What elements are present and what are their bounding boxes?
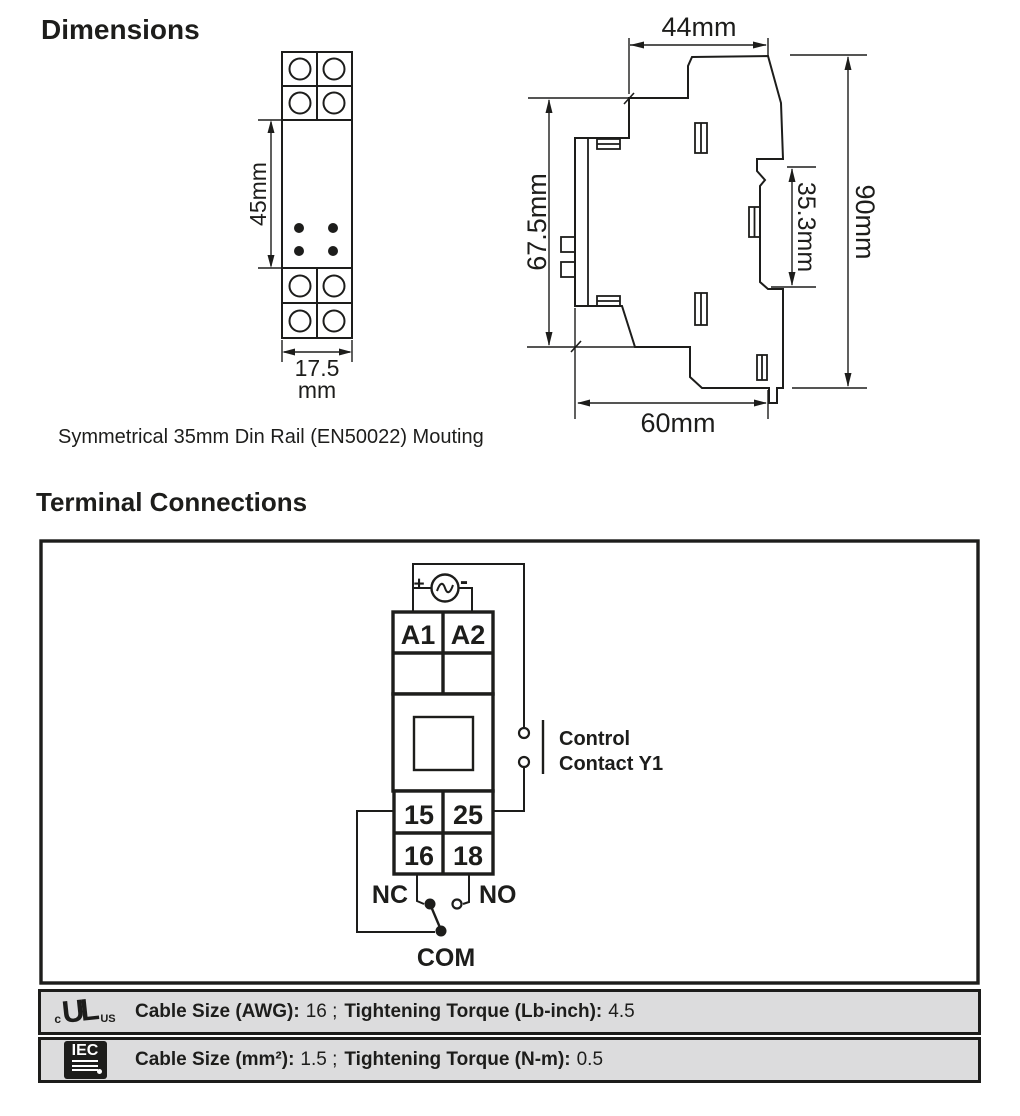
front-led-dots xyxy=(294,223,338,256)
iec-logo-icon: IEC xyxy=(64,1041,107,1079)
cul-us-logo xyxy=(41,991,129,1031)
no-label: NO xyxy=(479,881,517,909)
dimensions-heading: Dimensions xyxy=(41,14,200,45)
no-contact-node xyxy=(453,900,462,909)
relay-body xyxy=(393,694,493,791)
control-label-line2: Contact Y1 xyxy=(559,753,664,775)
com-node xyxy=(436,926,447,937)
nc-label: NC xyxy=(371,881,408,909)
terminal-screw xyxy=(290,311,311,332)
side-clip-lower xyxy=(561,262,575,277)
dim-90mm-label: 90mm xyxy=(850,184,880,260)
cable-size-mm2-label: Cable Size (mm²): xyxy=(135,1049,295,1070)
terminal-diagram-frame xyxy=(41,541,978,983)
iec-spec-text xyxy=(135,1049,610,1071)
control-label-line1: Control xyxy=(559,728,631,750)
terminal-connections-heading: Terminal Connections xyxy=(36,487,308,517)
supply-plus-label: + xyxy=(413,574,425,595)
din-rail-caption: Symmetrical 35mm Din Rail (EN50022) Mouting xyxy=(58,426,484,448)
terminal-25-label: 25 xyxy=(452,800,484,830)
ul-logo-c: c xyxy=(54,1011,62,1026)
dim-44mm-label: 44mm xyxy=(661,12,737,42)
front-view xyxy=(282,52,352,338)
cable-size-awg-value: 16 ; xyxy=(305,1001,338,1022)
terminal-15-label: 15 xyxy=(403,800,435,830)
dim-45mm-label: 45mm xyxy=(245,162,271,226)
ul-logo-icon: UL xyxy=(60,991,97,1031)
supply-minus-label: - xyxy=(460,568,468,595)
spec-row-iec xyxy=(38,1037,981,1083)
cable-size-mm2-value: 1.5 ; xyxy=(300,1049,338,1070)
dim-60mm-label: 60mm xyxy=(640,408,716,438)
terminal-screw xyxy=(290,93,311,114)
com-label: COM xyxy=(416,944,476,972)
terminal-screw xyxy=(290,276,311,297)
terminal-18-label: 18 xyxy=(452,841,484,871)
cable-size-awg-label: Cable Size (AWG): xyxy=(135,1001,300,1022)
terminal-screw xyxy=(324,311,345,332)
side-outline xyxy=(575,56,783,403)
ul-spec-text xyxy=(135,1001,642,1023)
dim-17-5mm-value: 17.5 xyxy=(294,355,340,381)
terminal-screw xyxy=(290,59,311,80)
dimension-drawings xyxy=(0,0,1020,480)
terminal-connections-diagram xyxy=(38,538,981,986)
terminal-a1-label: A1 xyxy=(400,620,436,650)
front-body xyxy=(282,120,352,268)
torque-lbinch-value: 4.5 xyxy=(608,1001,635,1022)
spec-row-ul xyxy=(38,989,981,1035)
side-clip-upper xyxy=(561,237,575,252)
torque-lbinch-label: Tightening Torque (Lb-inch): xyxy=(344,1001,603,1022)
terminal-screw xyxy=(324,93,345,114)
iec-logo xyxy=(41,1041,129,1079)
dim-17-5mm-unit: mm xyxy=(297,377,337,403)
terminal-screw xyxy=(324,276,345,297)
side-view xyxy=(561,56,783,403)
torque-nm-label: Tightening Torque (N-m): xyxy=(344,1049,571,1070)
ul-logo-us: US xyxy=(100,1012,116,1025)
terminal-16-label: 16 xyxy=(403,841,435,871)
torque-nm-value: 0.5 xyxy=(576,1049,604,1070)
terminal-screw xyxy=(324,59,345,80)
dim-67-5mm-label: 67.5mm xyxy=(522,173,552,271)
dim-35-3mm-label: 35.3mm xyxy=(792,181,820,273)
terminal-a2-label: A2 xyxy=(450,620,486,650)
